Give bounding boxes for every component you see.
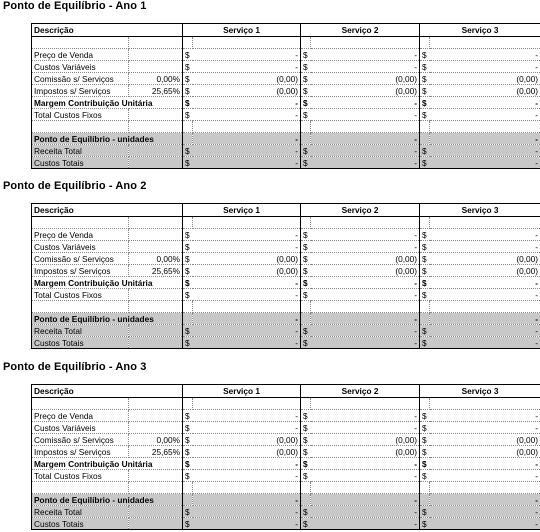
row-custos-totais-svc2-currency: $ <box>301 157 311 169</box>
row-receita-svc3-currency: $ <box>420 325 430 337</box>
row-receita-svc1-value: - <box>193 325 301 337</box>
spacer2-svc1-value <box>193 121 301 133</box>
spacer2-desc <box>32 482 129 494</box>
row-preco-pct <box>129 49 183 61</box>
row-ponto-label: Ponto de Equilíbrio - unidades <box>32 494 183 506</box>
row-margem-svc1-value: - <box>193 458 301 470</box>
row-margem-svc3-value: - <box>430 458 540 470</box>
row-margem-svc1-currency: $ <box>183 277 193 289</box>
row-receita-svc3-value: - <box>430 325 540 337</box>
row-custos-totais-label: Custos Totais <box>32 157 129 169</box>
row-ponto-label: Ponto de Equilíbrio - unidades <box>32 133 183 145</box>
row-preco-pct <box>129 410 183 422</box>
row-impostos-pct: 25,65% <box>129 85 183 97</box>
row-ponto-svc2-currency <box>301 494 311 506</box>
row-custos-var-pct <box>129 61 183 73</box>
row-receita-svc2-currency: $ <box>301 325 311 337</box>
row-receita-svc2-currency: $ <box>301 145 311 157</box>
header-servico-3: Serviço 3 <box>420 24 540 37</box>
row-margem-label: Margem Contribuição Unitária <box>32 458 183 470</box>
row-custos-fixos-svc1-currency: $ <box>183 289 193 301</box>
header-servico-1: Serviço 1 <box>183 24 301 37</box>
spacer2-svc1-currency <box>183 482 193 494</box>
row-custos-var-svc1-value: - <box>193 61 301 73</box>
header-servico-1: Serviço 1 <box>183 204 301 217</box>
row-preco-svc2-value: - <box>311 410 420 422</box>
row-impostos-label: Impostos s/ Serviços <box>32 446 129 458</box>
header-servico-3: Serviço 3 <box>420 204 540 217</box>
row-impostos-svc1-value: (0,00) <box>193 446 301 458</box>
row-ponto-svc3-value: - <box>430 133 540 145</box>
row-impostos-pct: 25,65% <box>129 446 183 458</box>
header-servico-3: Serviço 3 <box>420 385 540 398</box>
row-custos-var-svc1-currency: $ <box>183 241 193 253</box>
row-custos-fixos-svc3-value: - <box>430 470 540 482</box>
spacer-svc2-value <box>311 217 420 229</box>
spacer2-svc2-currency <box>301 482 311 494</box>
row-custos-var-svc3-value: - <box>430 422 540 434</box>
row-comissao-svc1-currency: $ <box>183 434 193 446</box>
row-custos-fixos-svc2-currency: $ <box>301 470 311 482</box>
row-receita-svc1-value: - <box>193 506 301 518</box>
row-impostos-svc3-value: (0,00) <box>430 265 540 277</box>
row-custos-fixos-svc3-currency: $ <box>420 109 430 121</box>
row-receita-svc1-value: - <box>193 145 301 157</box>
spacer-pct <box>129 398 183 410</box>
row-receita-pct <box>129 506 183 518</box>
row-comissao-label: Comissão s/ Serviços <box>32 434 129 446</box>
row-custos-fixos-pct <box>129 289 183 301</box>
row-custos-totais-svc1-currency: $ <box>183 337 193 349</box>
spacer2-svc3-value <box>430 482 540 494</box>
row-ponto-label: Ponto de Equilíbrio - unidades <box>32 313 183 325</box>
row-comissao-label: Comissão s/ Serviços <box>32 253 129 265</box>
row-impostos-svc2-currency: $ <box>301 446 311 458</box>
row-custos-totais-svc3-currency: $ <box>420 157 430 169</box>
row-comissao-svc2-currency: $ <box>301 73 311 85</box>
row-receita-svc2-value: - <box>311 506 420 518</box>
row-custos-var-svc1-value: - <box>193 241 301 253</box>
row-custos-fixos-svc1-value: - <box>193 289 301 301</box>
row-custos-totais-pct <box>129 157 183 169</box>
row-custos-fixos-svc2-value: - <box>311 289 420 301</box>
row-custos-var-svc3-currency: $ <box>420 422 430 434</box>
row-custos-var-svc1-currency: $ <box>183 61 193 73</box>
spacer2-svc3-value <box>430 121 540 133</box>
row-preco-svc3-currency: $ <box>420 229 430 241</box>
row-custos-totais-svc1-value: - <box>193 518 301 530</box>
spacer2-pct <box>129 121 183 133</box>
row-comissao-pct: 0,00% <box>129 73 183 85</box>
header-descricao: Descrição <box>32 24 183 37</box>
row-impostos-pct: 25,65% <box>129 265 183 277</box>
spacer-svc3-value <box>430 217 540 229</box>
row-margem-svc2-value: - <box>311 277 420 289</box>
row-custos-totais-label: Custos Totais <box>32 518 129 530</box>
row-preco-pct <box>129 229 183 241</box>
row-preco-svc2-value: - <box>311 49 420 61</box>
header-descricao: Descrição <box>32 385 183 398</box>
row-ponto-svc2-currency <box>301 313 311 325</box>
header-servico-2: Serviço 2 <box>301 204 420 217</box>
row-impostos-svc1-currency: $ <box>183 85 193 97</box>
row-impostos-svc1-value: (0,00) <box>193 85 301 97</box>
row-preco-svc1-currency: $ <box>183 410 193 422</box>
row-comissao-svc3-value: (0,00) <box>430 253 540 265</box>
row-impostos-svc2-currency: $ <box>301 265 311 277</box>
spacer-desc <box>32 217 129 229</box>
row-comissao-svc3-value: (0,00) <box>430 73 540 85</box>
row-custos-totais-svc1-value: - <box>193 337 301 349</box>
row-impostos-svc1-currency: $ <box>183 446 193 458</box>
row-preco-label: Preço de Venda <box>32 49 129 61</box>
row-comissao-svc1-value: (0,00) <box>193 434 301 446</box>
row-receita-label: Receita Total <box>32 506 129 518</box>
row-margem-svc2-currency: $ <box>301 97 311 109</box>
row-margem-svc2-currency: $ <box>301 458 311 470</box>
row-custos-fixos-label: Total Custos Fixos <box>32 289 129 301</box>
spacer2-svc1-currency <box>183 301 193 313</box>
spacer2-svc3-value <box>430 301 540 313</box>
spacer-svc2-currency <box>301 217 311 229</box>
row-preco-label: Preço de Venda <box>32 229 129 241</box>
header-servico-2: Serviço 2 <box>301 24 420 37</box>
row-custos-var-pct <box>129 422 183 434</box>
spacer2-svc2-value <box>311 482 420 494</box>
row-preco-svc1-value: - <box>193 410 301 422</box>
row-custos-fixos-svc1-value: - <box>193 109 301 121</box>
row-receita-pct <box>129 145 183 157</box>
spacer-desc <box>32 398 129 410</box>
row-comissao-svc2-currency: $ <box>301 253 311 265</box>
row-receita-svc1-currency: $ <box>183 145 193 157</box>
row-comissao-pct: 0,00% <box>129 434 183 446</box>
row-receita-pct <box>129 325 183 337</box>
row-custos-totais-svc2-value: - <box>311 337 420 349</box>
row-custos-fixos-pct <box>129 109 183 121</box>
row-custos-fixos-svc2-currency: $ <box>301 289 311 301</box>
row-ponto-svc2-currency <box>301 133 311 145</box>
row-custos-totais-svc3-value: - <box>430 157 540 169</box>
row-impostos-svc3-value: (0,00) <box>430 446 540 458</box>
spacer-svc1-value <box>193 217 301 229</box>
row-custos-fixos-label: Total Custos Fixos <box>32 109 129 121</box>
row-custos-var-svc1-currency: $ <box>183 422 193 434</box>
row-impostos-svc2-value: (0,00) <box>311 85 420 97</box>
row-margem-svc2-currency: $ <box>301 277 311 289</box>
row-receita-label: Receita Total <box>32 325 129 337</box>
row-custos-fixos-svc2-value: - <box>311 109 420 121</box>
row-comissao-svc3-currency: $ <box>420 253 430 265</box>
row-impostos-svc2-currency: $ <box>301 85 311 97</box>
row-comissao-label: Comissão s/ Serviços <box>32 73 129 85</box>
row-impostos-svc1-currency: $ <box>183 265 193 277</box>
row-margem-svc3-currency: $ <box>420 97 430 109</box>
section-title: Ponto de Equilíbrio - Ano 3 <box>3 361 147 373</box>
row-custos-fixos-label: Total Custos Fixos <box>32 470 129 482</box>
row-custos-var-pct <box>129 241 183 253</box>
row-receita-svc3-value: - <box>430 506 540 518</box>
row-comissao-svc2-currency: $ <box>301 434 311 446</box>
row-custos-fixos-svc1-value: - <box>193 470 301 482</box>
row-ponto-svc3-value: - <box>430 494 540 506</box>
row-receita-svc2-currency: $ <box>301 506 311 518</box>
spacer2-svc3-currency <box>420 121 430 133</box>
row-margem-svc1-currency: $ <box>183 97 193 109</box>
row-custos-var-svc2-currency: $ <box>301 61 311 73</box>
row-custos-fixos-svc2-currency: $ <box>301 109 311 121</box>
row-preco-svc3-currency: $ <box>420 49 430 61</box>
spacer-svc2-value <box>311 398 420 410</box>
row-margem-svc2-value: - <box>311 458 420 470</box>
spacer2-svc3-currency <box>420 482 430 494</box>
row-margem-svc1-value: - <box>193 97 301 109</box>
row-comissao-svc1-value: (0,00) <box>193 253 301 265</box>
row-impostos-svc3-currency: $ <box>420 446 430 458</box>
section-title: Ponto de Equilíbrio - Ano 1 <box>3 0 147 12</box>
row-custos-var-label: Custos Variáveis <box>32 422 129 434</box>
row-impostos-svc2-value: (0,00) <box>311 265 420 277</box>
row-margem-svc1-value: - <box>193 277 301 289</box>
spacer-pct <box>129 37 183 49</box>
row-preco-svc3-currency: $ <box>420 410 430 422</box>
row-ponto-svc1-value: - <box>193 494 301 506</box>
spacer-svc2-currency <box>301 398 311 410</box>
row-custos-totais-svc1-value: - <box>193 157 301 169</box>
spacer-svc3-value <box>430 398 540 410</box>
spacer-svc3-currency <box>420 398 430 410</box>
row-custos-fixos-svc3-currency: $ <box>420 289 430 301</box>
spacer-pct <box>129 217 183 229</box>
spacer2-svc2-value <box>311 121 420 133</box>
row-custos-fixos-svc1-currency: $ <box>183 109 193 121</box>
row-comissao-svc3-value: (0,00) <box>430 434 540 446</box>
row-receita-svc1-currency: $ <box>183 506 193 518</box>
row-comissao-svc2-value: (0,00) <box>311 73 420 85</box>
row-custos-totais-svc3-currency: $ <box>420 518 430 530</box>
row-ponto-svc3-currency <box>420 313 430 325</box>
row-ponto-svc1-currency <box>183 494 193 506</box>
row-custos-var-svc3-currency: $ <box>420 61 430 73</box>
row-preco-svc2-currency: $ <box>301 49 311 61</box>
row-ponto-svc2-value: - <box>311 133 420 145</box>
spacer2-svc1-value <box>193 482 301 494</box>
breakeven-table <box>31 203 540 349</box>
row-custos-var-svc1-value: - <box>193 422 301 434</box>
row-impostos-svc3-value: (0,00) <box>430 85 540 97</box>
spacer2-svc2-currency <box>301 301 311 313</box>
row-custos-var-svc3-currency: $ <box>420 241 430 253</box>
row-receita-label: Receita Total <box>32 145 129 157</box>
row-receita-svc3-currency: $ <box>420 145 430 157</box>
row-impostos-label: Impostos s/ Serviços <box>32 265 129 277</box>
row-custos-fixos-svc1-currency: $ <box>183 470 193 482</box>
row-preco-label: Preço de Venda <box>32 410 129 422</box>
row-margem-svc1-currency: $ <box>183 458 193 470</box>
row-preco-svc2-currency: $ <box>301 410 311 422</box>
row-custos-totais-label: Custos Totais <box>32 337 129 349</box>
row-custos-fixos-svc3-value: - <box>430 289 540 301</box>
row-impostos-svc3-currency: $ <box>420 265 430 277</box>
row-margem-svc2-value: - <box>311 97 420 109</box>
spacer-svc2-currency <box>301 37 311 49</box>
row-receita-svc1-currency: $ <box>183 325 193 337</box>
row-margem-svc3-value: - <box>430 277 540 289</box>
spacer-svc1-value <box>193 37 301 49</box>
spacer-svc3-currency <box>420 217 430 229</box>
row-custos-fixos-svc2-value: - <box>311 470 420 482</box>
row-custos-var-label: Custos Variáveis <box>32 241 129 253</box>
row-custos-var-svc2-value: - <box>311 241 420 253</box>
row-custos-var-svc2-currency: $ <box>301 241 311 253</box>
row-impostos-svc2-value: (0,00) <box>311 446 420 458</box>
row-comissao-svc1-currency: $ <box>183 73 193 85</box>
row-custos-totais-svc1-currency: $ <box>183 518 193 530</box>
spacer2-pct <box>129 482 183 494</box>
header-servico-1: Serviço 1 <box>183 385 301 398</box>
spacer-svc1-currency <box>183 217 193 229</box>
row-custos-totais-svc2-currency: $ <box>301 337 311 349</box>
row-preco-svc2-value: - <box>311 229 420 241</box>
row-margem-label: Margem Contribuição Unitária <box>32 97 183 109</box>
row-ponto-svc3-currency <box>420 133 430 145</box>
breakeven-table <box>31 384 540 530</box>
row-preco-svc1-value: - <box>193 49 301 61</box>
row-impostos-svc3-currency: $ <box>420 85 430 97</box>
spacer2-svc1-currency <box>183 121 193 133</box>
spacer-svc1-currency <box>183 37 193 49</box>
row-comissao-svc2-value: (0,00) <box>311 253 420 265</box>
row-preco-svc3-value: - <box>430 229 540 241</box>
row-custos-totais-svc3-value: - <box>430 337 540 349</box>
row-custos-totais-svc2-value: - <box>311 518 420 530</box>
row-custos-totais-svc2-value: - <box>311 157 420 169</box>
row-margem-svc3-value: - <box>430 97 540 109</box>
row-ponto-svc3-value: - <box>430 313 540 325</box>
row-custos-var-svc2-value: - <box>311 61 420 73</box>
row-preco-svc3-value: - <box>430 410 540 422</box>
row-custos-totais-pct <box>129 337 183 349</box>
row-margem-svc3-currency: $ <box>420 277 430 289</box>
spacer-svc1-value <box>193 398 301 410</box>
row-custos-fixos-svc3-value: - <box>430 109 540 121</box>
row-ponto-svc2-value: - <box>311 494 420 506</box>
row-custos-var-svc3-value: - <box>430 61 540 73</box>
breakeven-table <box>31 23 540 169</box>
row-preco-svc1-currency: $ <box>183 49 193 61</box>
header-descricao: Descrição <box>32 204 183 217</box>
row-ponto-svc1-currency <box>183 313 193 325</box>
row-ponto-svc1-value: - <box>193 133 301 145</box>
row-preco-svc1-value: - <box>193 229 301 241</box>
spacer2-svc3-currency <box>420 301 430 313</box>
row-receita-svc3-currency: $ <box>420 506 430 518</box>
row-comissao-pct: 0,00% <box>129 253 183 265</box>
row-custos-totais-svc2-currency: $ <box>301 518 311 530</box>
row-comissao-svc3-currency: $ <box>420 73 430 85</box>
row-margem-svc3-currency: $ <box>420 458 430 470</box>
row-receita-svc2-value: - <box>311 325 420 337</box>
spacer2-desc <box>32 301 129 313</box>
row-custos-var-svc2-currency: $ <box>301 422 311 434</box>
spacer2-svc2-currency <box>301 121 311 133</box>
spacer2-svc2-value <box>311 301 420 313</box>
row-comissao-svc2-value: (0,00) <box>311 434 420 446</box>
spacer-svc3-currency <box>420 37 430 49</box>
row-margem-label: Margem Contribuição Unitária <box>32 277 183 289</box>
row-preco-svc2-currency: $ <box>301 229 311 241</box>
spacer2-pct <box>129 301 183 313</box>
row-impostos-svc1-value: (0,00) <box>193 265 301 277</box>
row-ponto-svc1-value: - <box>193 313 301 325</box>
row-custos-totais-svc3-value: - <box>430 518 540 530</box>
row-ponto-svc2-value: - <box>311 313 420 325</box>
spacer-svc3-value <box>430 37 540 49</box>
section-title: Ponto de Equilíbrio - Ano 2 <box>3 180 147 192</box>
spacer2-svc1-value <box>193 301 301 313</box>
row-custos-var-svc2-value: - <box>311 422 420 434</box>
spacer2-desc <box>32 121 129 133</box>
spacer-svc1-currency <box>183 398 193 410</box>
row-custos-var-label: Custos Variáveis <box>32 61 129 73</box>
row-custos-fixos-pct <box>129 470 183 482</box>
row-custos-totais-pct <box>129 518 183 530</box>
row-preco-svc3-value: - <box>430 49 540 61</box>
row-comissao-svc3-currency: $ <box>420 434 430 446</box>
row-ponto-svc3-currency <box>420 494 430 506</box>
spacer-svc2-value <box>311 37 420 49</box>
row-custos-fixos-svc3-currency: $ <box>420 470 430 482</box>
row-custos-totais-svc1-currency: $ <box>183 157 193 169</box>
row-custos-var-svc3-value: - <box>430 241 540 253</box>
row-comissao-svc1-currency: $ <box>183 253 193 265</box>
row-ponto-svc1-currency <box>183 133 193 145</box>
row-comissao-svc1-value: (0,00) <box>193 73 301 85</box>
header-servico-2: Serviço 2 <box>301 385 420 398</box>
row-impostos-label: Impostos s/ Serviços <box>32 85 129 97</box>
row-receita-svc2-value: - <box>311 145 420 157</box>
spacer-desc <box>32 37 129 49</box>
row-preco-svc1-currency: $ <box>183 229 193 241</box>
row-custos-totais-svc3-currency: $ <box>420 337 430 349</box>
row-receita-svc3-value: - <box>430 145 540 157</box>
